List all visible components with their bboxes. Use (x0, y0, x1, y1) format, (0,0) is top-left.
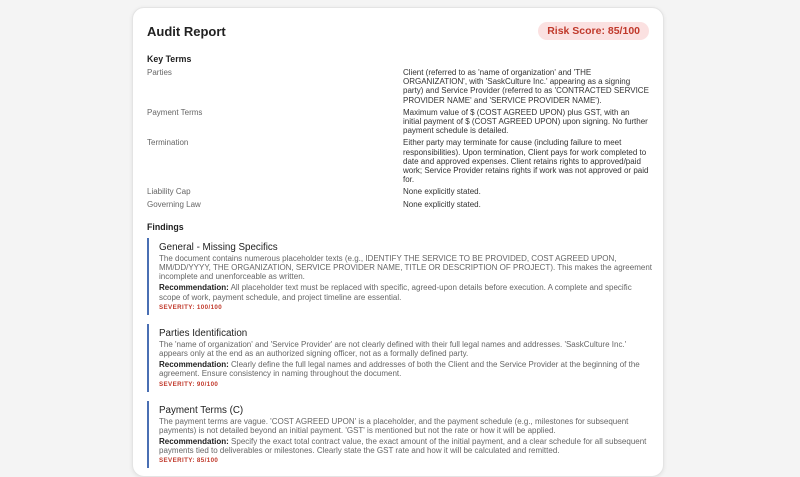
recommendation-label: Recommendation: (159, 283, 229, 293)
finding-item (147, 324, 653, 392)
key-term-value: None explicitly stated. (403, 199, 481, 209)
key-term-label: Liability Cap (147, 187, 191, 197)
audit-report-card (132, 7, 664, 477)
finding-item (147, 238, 653, 315)
key-term-label: Parties (147, 68, 172, 77)
recommendation-text: All placeholder text must be replaced with specific, agreed-upon details before execution. A complete and specific scope of work, payment schedule, and project timeline are essential. (159, 283, 632, 302)
finding-description: The payment terms are vague. 'COST AGREED UPON' is a placeholder, and the payment schedule (e.g., milestones for subsequent payments) is not detailed beyond an initial payment. 'GST' is mentioned but not the rate or how it will be applied. (159, 416, 629, 435)
recommendation-text: Specify the exact total contract value, the exact amount of the initial payment, and a clear schedule for all subsequent payments tied to deliverables or milestones. Clearly state the GST rate and how it will be calculated and remitted. (159, 437, 647, 456)
key-term-row (147, 187, 649, 196)
finding-description: The document contains numerous placeholder texts (e.g., IDENTIFY THE SERVICE TO BE PROVIDED, COST AGREED UPON, MM/DD/YYYY, THE ORGANIZATION, SERVICE PROVIDER NAME, TITLE OR DESCRIPTION OF PROJECT). This makes the agreement incomplete and unenforceable as written. (159, 253, 652, 282)
key-term-row (147, 68, 649, 105)
finding-description: The 'name of organization' and 'Service Provider' are not clearly defined with their full legal names and addresses. 'SaskCulture Inc.' appears only at the end as an authorized signing officer, not as a formally defined party. (159, 339, 627, 359)
key-term-value: Client (referred to as 'name of organization' and 'THE ORGANIZATION', with 'SaskCulture Inc.' appearing as a signing party) and Service Provider (referred to as 'CONTRACTED SERVICE PROVIDER NAME' and 'SERVICE PROVIDER NAME'). (403, 68, 649, 105)
finding-title: General - Missing Specifics (159, 241, 278, 253)
key-term-label: Payment Terms (147, 107, 203, 117)
key-term-value: Maximum value of $ (COST AGREED UPON) plus GST, with an initial payment of $ (COST AGREED UPON) upon signing. No further payment schedule is detailed. (403, 107, 648, 136)
recommendation-label: Recommendation: (159, 360, 229, 370)
findings-list (147, 238, 652, 469)
key-terms-list (147, 68, 649, 209)
key-term-value: None explicitly stated. (403, 187, 481, 197)
finding-recommendation (159, 283, 653, 301)
severity-label: SEVERITY: 90/100 (159, 380, 219, 388)
finding-item (147, 401, 653, 469)
report-header (147, 22, 649, 40)
finding-title: Payment Terms (C) (159, 404, 244, 416)
finding-recommendation (159, 437, 653, 455)
recommendation-text: Clearly define the full legal names and addresses of both the Client and the Service Provider at the beginning of the agreement. Ensure consistency in naming throughout the document. (159, 360, 640, 379)
finding-title: Parties Identification (159, 327, 248, 339)
severity-label: SEVERITY: 85/100 (159, 457, 219, 465)
key-term-label: Governing Law (147, 199, 201, 209)
key-term-label: Termination (147, 138, 189, 148)
findings-heading: Findings (147, 221, 184, 232)
recommendation-label: Recommendation: (159, 437, 229, 447)
report-title: Audit Report (147, 23, 226, 39)
risk-score-badge: Risk Score: 85/100 (538, 22, 649, 40)
finding-recommendation (159, 360, 653, 378)
key-term-row (147, 200, 649, 209)
severity-label: SEVERITY: 100/100 (159, 303, 223, 311)
key-term-row (147, 108, 649, 136)
key-term-value: Either party may terminate for cause (including failure to meet responsibilities). Upon termination, Client pays for work completed to date and approved expenses. Client retains rights to approved/paid work; Service Provider retains rights if work was not approved or paid for. (403, 138, 649, 185)
key-term-row (147, 138, 649, 184)
key-terms-heading: Key Terms (147, 54, 192, 64)
